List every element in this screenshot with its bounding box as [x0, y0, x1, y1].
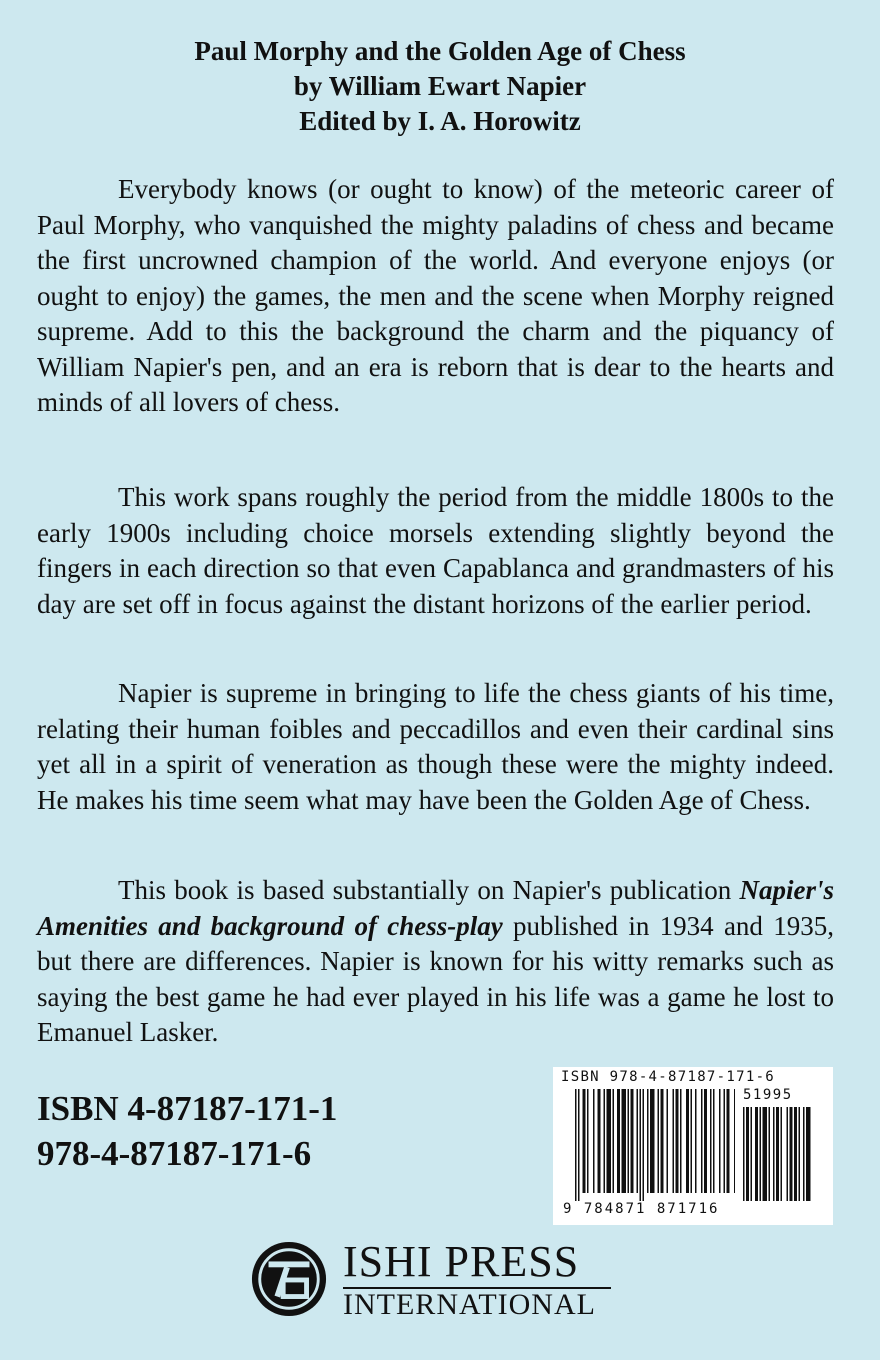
barcode-bar	[751, 1107, 753, 1201]
barcode-bar	[710, 1089, 712, 1193]
blurb-paragraph-2	[37, 480, 834, 622]
publisher-name: ISHI PRESS	[343, 1237, 580, 1286]
barcode-bar	[628, 1089, 630, 1193]
barcode-bar	[704, 1089, 707, 1193]
isbn-10: ISBN 4-87187-171-1	[37, 1089, 338, 1128]
barcode-bar	[686, 1089, 689, 1193]
publisher-logo	[250, 1238, 630, 1328]
barcode-bar	[617, 1089, 620, 1193]
isbn-13: 978-4-87187-171-6	[37, 1134, 312, 1173]
barcode-bar	[719, 1089, 721, 1193]
barcode-bar	[604, 1089, 606, 1193]
barcode-bar	[647, 1089, 649, 1193]
barcode-price-code: 51995	[743, 1087, 793, 1103]
barcode-bar	[650, 1089, 655, 1193]
barcode-bar	[746, 1107, 749, 1201]
barcode-bar	[578, 1089, 580, 1201]
book-header	[0, 34, 880, 139]
barcode-bar	[667, 1089, 669, 1193]
barcode-bar	[776, 1107, 779, 1201]
barcode-bars-main	[575, 1089, 735, 1201]
barcode-digits: 9 784871 871716	[563, 1201, 720, 1217]
barcode-bar	[727, 1089, 730, 1193]
blurb-paragraph-4	[37, 873, 834, 1051]
barcode-bar	[713, 1089, 715, 1193]
barcode-bar	[587, 1089, 589, 1193]
paragraph-text-start: This book is based substantially on Napier's publication	[118, 875, 740, 905]
barcode-bar	[583, 1089, 586, 1193]
barcode-bar	[734, 1089, 735, 1193]
isbn-block	[37, 1086, 337, 1176]
barcode-bar	[676, 1089, 679, 1193]
paragraph-text-end: published in 1934 and 1935, but there are differences. Napier is known for his witty remarks such as saying the best game he had ever played in his life was a game he lost to Emanuel Lasker.	[37, 910, 834, 1047]
barcode-bar	[755, 1107, 758, 1201]
barcode	[553, 1067, 833, 1225]
barcode-bar	[724, 1089, 726, 1193]
publisher-subtitle: INTERNATIONAL	[343, 1288, 596, 1321]
barcode-bar	[763, 1107, 768, 1201]
barcode-bar	[691, 1089, 693, 1193]
barcode-bars-addon	[743, 1107, 825, 1201]
barcode-bar	[695, 1089, 697, 1193]
referenced-book-title: Napier's Amenities and background of chess-play	[37, 875, 834, 941]
barcode-bar	[643, 1089, 645, 1201]
barcode-bar	[613, 1089, 615, 1193]
barcode-bar	[794, 1107, 797, 1201]
barcode-bar	[803, 1107, 805, 1201]
blurb-paragraph-1	[37, 172, 834, 421]
book-author: by William Ewart Napier	[293, 71, 587, 101]
book-title: Paul Morphy and the Golden Age of Chess	[194, 36, 686, 66]
barcode-bar	[637, 1089, 639, 1193]
barcode-bar	[760, 1107, 762, 1201]
barcode-bar	[593, 1089, 595, 1193]
barcode-bar	[575, 1089, 577, 1201]
barcode-bar	[680, 1089, 682, 1193]
barcode-bar	[769, 1107, 771, 1201]
barcode-bar	[661, 1089, 664, 1193]
barcode-bar	[622, 1089, 627, 1193]
barcode-bar	[787, 1107, 789, 1201]
barcode-bar	[773, 1107, 775, 1201]
barcode-isbn-text: ISBN 978-4-87187-171-6	[561, 1069, 776, 1085]
barcode-bar	[631, 1089, 634, 1193]
book-editor: Edited by I. A. Horowitz	[299, 106, 581, 136]
barcode-bar	[781, 1107, 783, 1201]
ishi-stone-kanji-icon	[250, 1240, 328, 1318]
barcode-bar	[790, 1107, 793, 1201]
paragraph-text: Napier is supreme in bringing to life the chess giants of his time, relating their human foibles and peccadillos and even their cardinal sins yet all in a spirit of veneration as though these were the mighty indeed. He makes his time seem what may have been the Golden Age of Chess.	[37, 678, 834, 815]
blurb-paragraph-3	[37, 676, 834, 818]
barcode-bar	[701, 1089, 703, 1193]
barcode-bar	[658, 1089, 660, 1193]
paragraph-text	[37, 873, 834, 1051]
barcode-bar	[607, 1089, 612, 1193]
barcode-bar	[799, 1107, 801, 1201]
barcode-bar	[743, 1107, 745, 1201]
barcode-bar	[806, 1107, 811, 1201]
barcode-bar	[598, 1089, 601, 1193]
barcode-bar	[640, 1089, 642, 1201]
paragraph-text: This work spans roughly the period from the middle 1800s to the early 1900s including choice morsels extending slightly beyond the fingers in each direction so that even Capablanca and grandmasters of his day are set off in focus against the distant horizons of the earlier period.	[37, 482, 834, 619]
barcode-bar	[673, 1089, 675, 1193]
paragraph-text: Everybody knows (or ought to know) of the meteoric career of Paul Morphy, who vanquished the mighty paladins of chess and became the first uncrowned champion of the world. And everyone enjoys (or ought to enjoy) the games, the men and the scene when Morphy reigned supreme. Add to this the background the charm and the piquancy of William Napier's pen, and an era is reborn that is dear to the hearts and minds of all lovers of chess.	[37, 174, 834, 417]
